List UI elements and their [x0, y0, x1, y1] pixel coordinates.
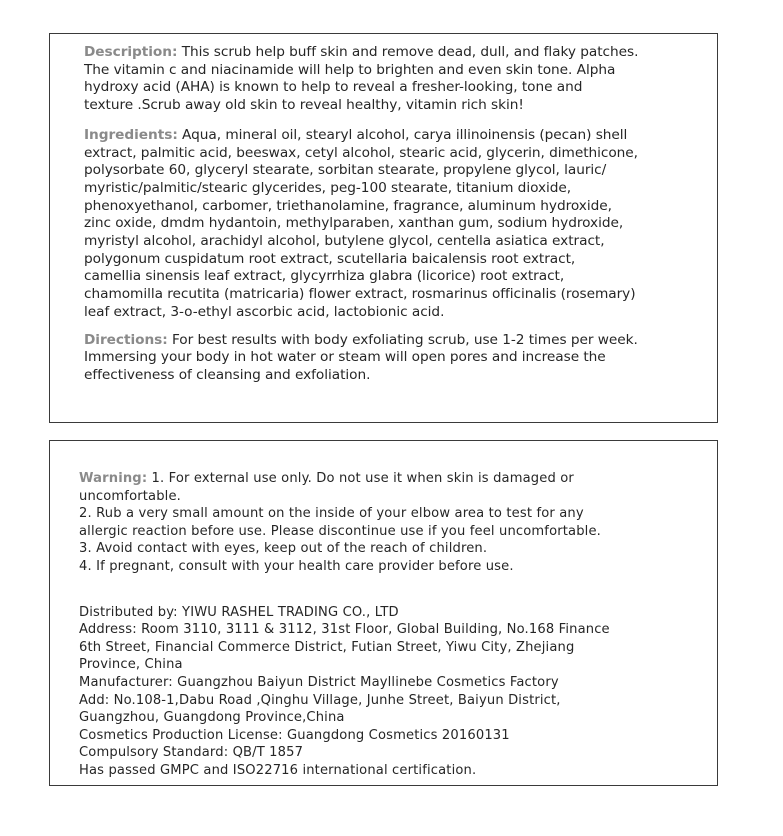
directions-line: Directions: For best results with body exfoliating scrub, use 1-2 times per week.	[84, 331, 638, 348]
distribution-line: Province, China	[79, 657, 183, 673]
distribution-line: Guangzhou, Guangdong Province,China	[79, 710, 345, 726]
description-line: The vitamin c and niacinamide will help to brighten and even skin tone. Alpha	[84, 61, 616, 78]
description-line: texture .Scrub away old skin to reveal healthy, vitamin rich skin!	[84, 97, 524, 114]
warning-line: 4. If pregnant, consult with your health care provider before use.	[79, 558, 514, 574]
ingredients-section	[50, 127, 717, 322]
warning-line: uncomfortable.	[79, 488, 181, 504]
ingredients-line: phenoxyethanol, carbomer, triethanolamine, fragrance, aluminum hydroxide,	[84, 197, 612, 214]
ingredients-line: leaf extract, 3-o-ethyl ascorbic acid, lactobionic acid.	[84, 303, 445, 320]
warning-section	[50, 470, 717, 576]
distribution-line: Compulsory Standard: QB/T 1857	[79, 745, 304, 761]
description-line: hydroxy acid (AHA) is known to help to reveal a fresher-looking, tone and	[84, 79, 583, 96]
ingredients-line: zinc oxide, dmdm hydantoin, methylparaben, xanthan gum, sodium hydroxide,	[84, 215, 624, 232]
warning-heading: Warning:	[79, 471, 148, 486]
directions-line: effectiveness of cleansing and exfoliation.	[84, 366, 371, 383]
warning-line: 2. Rub a very small amount on the inside of your elbow area to test for any	[79, 506, 584, 522]
ingredients-heading: Ingredients:	[84, 126, 178, 143]
distribution-line: Address: Room 3110, 3111 & 3112, 31st Floor, Global Building, No.168 Finance	[79, 622, 610, 638]
directions-section	[50, 332, 717, 385]
distribution-line: 6th Street, Financial Commerce District, Futian Street, Yiwu City, Zhejiang	[79, 639, 575, 655]
distribution-line: Cosmetics Production License: Guangdong Cosmetics 20160131	[79, 727, 510, 743]
ingredients-line: polygonum cuspidatum root extract, scutellaria baicalensis root extract,	[84, 250, 576, 267]
product-info-panel	[49, 33, 718, 423]
warning-panel	[49, 440, 718, 786]
description-line: Description: This scrub help buff skin and remove dead, dull, and flaky patches.	[84, 44, 639, 60]
distribution-line: Distributed by: YIWU RASHEL TRADING CO., LTD	[79, 604, 399, 620]
warning-line: allergic reaction before use. Please discontinue use if you feel uncomfortable.	[79, 523, 601, 539]
ingredients-line: camellia sinensis leaf extract, glycyrrhiza glabra (licorice) root extract,	[84, 268, 565, 285]
distribution-line: Add: No.108-1,Dabu Road ,Qinghu Village, Junhe Street, Baiyun District,	[79, 692, 561, 708]
directions-heading: Directions:	[84, 331, 168, 348]
description-section	[50, 44, 717, 115]
directions-line: Immersing your body in hot water or steam will open pores and increase the	[84, 349, 606, 366]
distribution-section	[50, 604, 717, 780]
description-heading: Description:	[84, 44, 178, 60]
warning-line: 3. Avoid contact with eyes, keep out of the reach of children.	[79, 541, 488, 557]
warning-line: Warning: 1. For external use only. Do not use it when skin is damaged or	[79, 471, 574, 486]
ingredients-line: extract, palmitic acid, beeswax, cetyl alcohol, stearic acid, glycerin, dimethicone,	[84, 144, 638, 161]
ingredients-line: myristyl alcohol, arachidyl alcohol, butylene glycol, centella asiatica extract,	[84, 233, 605, 250]
ingredients-line: polysorbate 60, glyceryl stearate, sorbitan stearate, propylene glycol, lauric/	[84, 162, 607, 179]
distribution-line: Manufacturer: Guangzhou Baiyun District Mayllinebe Cosmetics Factory	[79, 674, 559, 690]
ingredients-line: chamomilla recutita (matricaria) flower extract, rosmarinus officinalis (rosemary)	[84, 286, 636, 303]
distribution-line: Has passed GMPC and ISO22716 international certification.	[79, 762, 477, 778]
ingredients-line: myristic/palmitic/stearic glycerides, peg-100 stearate, titanium dioxide,	[84, 179, 572, 196]
ingredients-line: Ingredients: Aqua, mineral oil, stearyl alcohol, carya illinoinensis (pecan) shell	[84, 126, 628, 143]
